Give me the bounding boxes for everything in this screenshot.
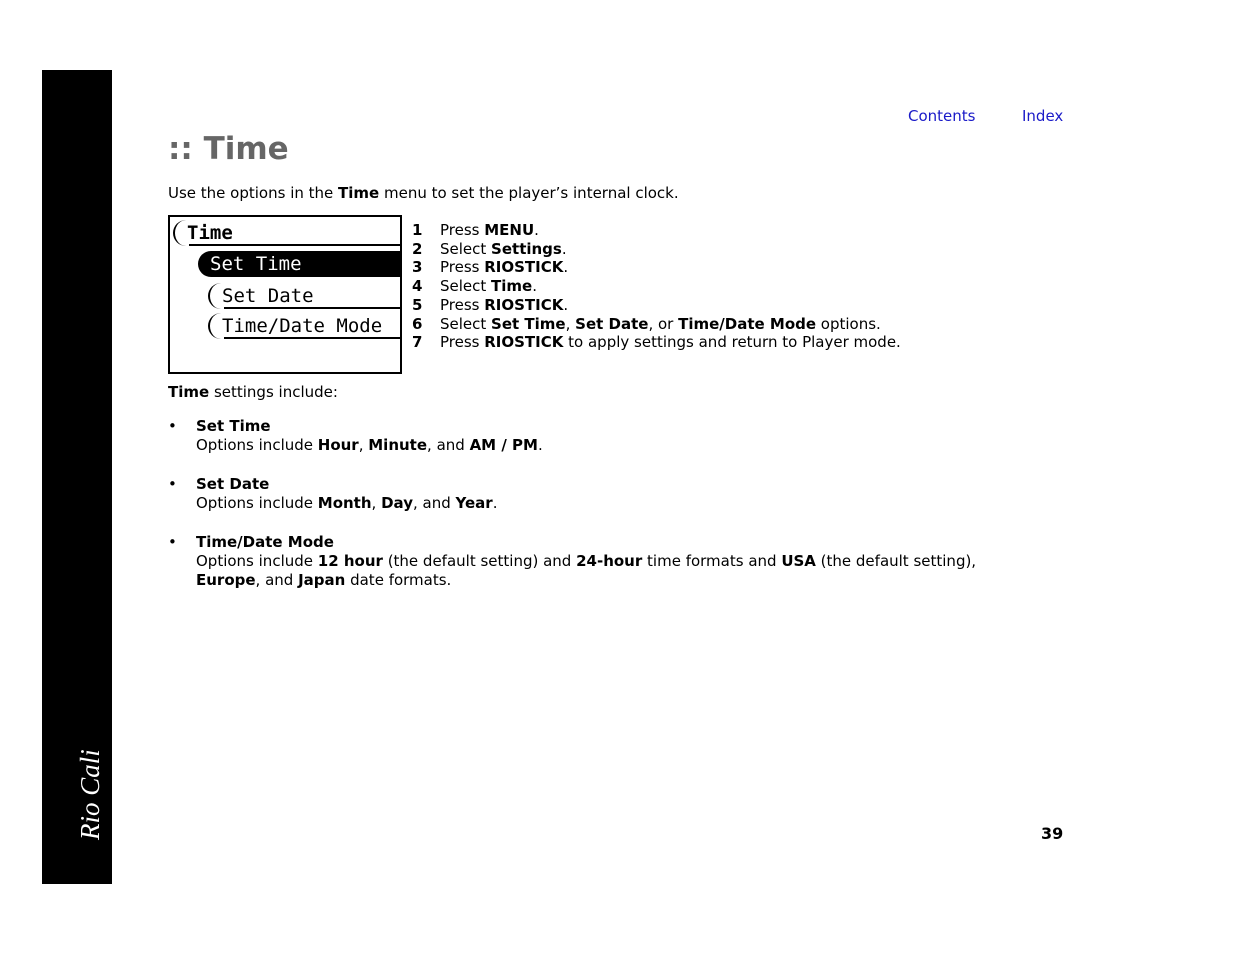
desc-text: , and <box>412 494 456 512</box>
step-number: 1 <box>412 221 423 239</box>
step-keyword: Set Time <box>491 314 566 333</box>
index-link[interactable]: Index <box>1022 107 1064 125</box>
desc-text: Options include <box>196 552 318 570</box>
desc-text: , and <box>427 436 470 454</box>
option-name: Year <box>455 494 493 512</box>
option-name: AM / PM <box>469 436 538 454</box>
bullet: • <box>168 533 177 551</box>
step-end: . <box>561 239 567 258</box>
step-end: options. <box>816 314 881 333</box>
step-end: . <box>532 277 538 296</box>
screen-menu-item: Set Date <box>208 283 400 309</box>
step-keyword: Settings <box>491 239 562 258</box>
step-item <box>412 240 901 259</box>
settings-intro <box>168 383 338 402</box>
option-name: Europe <box>196 571 256 589</box>
step-keyword: Time/Date Mode <box>678 314 817 333</box>
step-number: 6 <box>412 314 423 333</box>
option-name: 12 hour <box>317 552 383 570</box>
settings-intro-bold: Time <box>168 383 210 401</box>
step-number: 2 <box>412 239 423 258</box>
step-item <box>412 333 901 352</box>
desc-text: Options include <box>196 494 318 512</box>
step-end: . <box>534 221 539 239</box>
step-separator: , <box>565 314 576 333</box>
step-number: 4 <box>412 277 423 296</box>
step-text: Select <box>440 314 492 333</box>
option-name: Month <box>317 494 372 512</box>
option-name: Hour <box>317 436 359 454</box>
intro-paragraph <box>168 184 679 203</box>
screen-menu-title: Time <box>173 220 400 246</box>
page-number: 39 <box>1041 824 1064 843</box>
bullet: • <box>168 475 177 493</box>
step-keyword: RIOSTICK <box>484 333 564 352</box>
setting-description <box>196 552 976 571</box>
step-text: Select <box>440 277 492 296</box>
step-item <box>412 258 901 277</box>
contents-link[interactable]: Contents <box>908 107 976 125</box>
option-name: 24-hour <box>576 552 643 570</box>
bullet: • <box>168 417 177 435</box>
settings-intro-text: settings include: <box>209 383 338 401</box>
brand-title: Rio Cali <box>75 749 105 840</box>
page-title: :: Time <box>168 131 289 167</box>
step-text: Press <box>440 333 485 352</box>
desc-text: . <box>537 436 543 454</box>
desc-text: . <box>492 494 498 512</box>
step-keyword: RIOSTICK <box>484 295 564 314</box>
setting-description <box>196 436 976 455</box>
desc-text: , <box>371 494 382 512</box>
step-keyword: RIOSTICK <box>484 258 564 277</box>
step-keyword: Time <box>491 277 533 296</box>
step-item <box>412 315 901 334</box>
step-end: to apply settings and return to Player mode. <box>563 333 901 352</box>
setting-title: Set Date <box>196 475 270 493</box>
step-text: Press <box>440 258 485 277</box>
step-text: Press <box>440 295 485 314</box>
step-text: Select <box>440 239 492 258</box>
option-name: USA <box>781 552 816 570</box>
desc-text: (the default setting) and <box>382 552 577 570</box>
step-item <box>412 221 901 240</box>
screen-menu-item: Time/Date Mode <box>208 313 400 339</box>
intro-text: Use the options in the <box>168 184 339 202</box>
setting-description-continued <box>196 571 976 590</box>
desc-text: , <box>358 436 369 454</box>
desc-text: date formats. <box>345 571 452 589</box>
step-item <box>412 296 901 315</box>
steps-list <box>412 221 901 352</box>
settings-list <box>168 417 976 610</box>
intro-text-end: menu to set the player’s internal clock. <box>379 184 679 202</box>
settings-list-item <box>168 475 976 513</box>
step-separator: , or <box>648 314 679 333</box>
setting-title: Set Time <box>196 417 271 435</box>
settings-list-item <box>168 417 976 455</box>
settings-list-item <box>168 533 976 590</box>
screen-menu-item-selected: Set Time <box>198 251 400 277</box>
step-end: . <box>563 295 569 314</box>
option-name: Japan <box>298 571 346 589</box>
setting-description <box>196 494 976 513</box>
option-name: Day <box>381 494 413 512</box>
desc-text: time formats and <box>642 552 782 570</box>
desc-text: , and <box>255 571 299 589</box>
step-item <box>412 277 901 296</box>
step-text: Press <box>440 221 485 239</box>
step-number: 5 <box>412 295 423 314</box>
sidebar <box>42 70 112 884</box>
step-end: . <box>563 258 569 277</box>
step-number: 3 <box>412 258 423 277</box>
intro-bold: Time <box>338 184 380 202</box>
step-keyword: MENU <box>484 221 535 239</box>
device-screen-image <box>168 215 402 374</box>
desc-text: (the default setting), <box>815 552 977 570</box>
step-keyword: Set Date <box>575 314 649 333</box>
option-name: Minute <box>368 436 428 454</box>
setting-title: Time/Date Mode <box>196 533 334 551</box>
step-number: 7 <box>412 333 423 352</box>
top-nav <box>908 107 1064 125</box>
desc-text: Options include <box>196 436 318 454</box>
